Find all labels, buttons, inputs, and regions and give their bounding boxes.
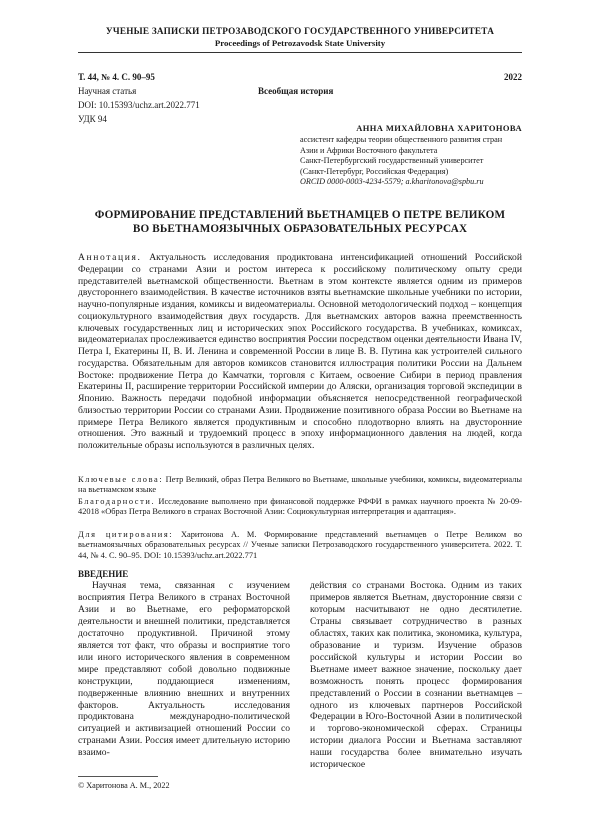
article-title xyxy=(60,209,540,236)
abstract-text: Актуальность исследования продиктована интенсификацией отношений Российской Федерации со странами Азии и ростом интереса к российскому политическому опыту среди представителей вьетнамской общественности. Вьетнам в этом контексте является одним из примеров двустороннего взаимодействия. В качестве источников взяты вьетнамские школьные учебники по истории, научно-популярные издания, комиксы и видеоматериалы. Основной методологический подход – концепция социокультурного взаимодействия двух государств. Для вьетнамских авторов важна преемственность ключевых государственных лиц и исторических эпох Российского государства. В учебниках, комиксах, видеоматериалах прослеживается единство восприятия России посредством оценки деятельности Ивана IV, Петра I, Екатерины II, В. И. Ленина и современной России в лице В. В. Путина как устроителей сильного государства. Обязательным для авторов комиксов становится иллюстрация политики России на Дальнем Востоке: продвижение Петра до Камчатки, торговля с Китаем, освоение Сибири в период правления Екатерины II, расширение территории Российской империи до Аляски, организация торговой экспедиции в Японию. Важность передачи подобной информации объясняется непосредственной географической близостью территории России со странами Азии. Продвижение позитивного образа России во Вьетнаме на примере Петра Великого является продуктивным и способно плодотворно влиять на двусторонние отношения. Это важный и трудоемкий процесс в эпоху информационного давления на людей, когда положительные образы используются в различных целях. xyxy=(78,252,522,451)
author-orcid: ORCID 0000-0003-4234-5579; a.kharitonova@spbu.ru xyxy=(300,177,484,187)
journal-title: УЧЕНЫЕ ЗАПИСКИ ПЕТРОЗАВОДСКОГО ГОСУДАРСТВЕННОГО УНИВЕРСИТЕТА xyxy=(105,26,495,36)
author-line: (Санкт-Петербург, Российская Федерация) xyxy=(300,166,449,176)
copyright: © Харитонова А. М., 2022 xyxy=(78,781,170,790)
citation-text: Харитонова А. М. Формирование представлений вьетнамцев о Петре Великом во вьетнамоязычных образовательных ресурсах // Ученые записки Петрозаводского государственного университета. 2022. Т. 44, № 4. С. 90–95. DOI: 10.15393/uchz.art.2022.771 xyxy=(78,530,523,560)
author-affiliation xyxy=(300,135,530,188)
doi: DOI: 10.15393/uchz.art.2022.771 xyxy=(78,100,200,110)
journal-title-en: Proceedings of Petrozavodsk State University xyxy=(214,38,386,48)
intro-heading: ВВЕДЕНИЕ xyxy=(78,569,129,579)
title-line-2: ВО ВЬЕТНАМОЯЗЫЧНЫХ ОБРАЗОВАТЕЛЬНЫХ РЕСУРСАХ xyxy=(132,222,468,235)
abstract xyxy=(78,252,522,452)
author-line: ассистент кафедры теории общественного развития стран xyxy=(300,135,503,144)
citation-label: Для цитирования: xyxy=(78,530,174,539)
year: 2022 xyxy=(504,72,522,82)
author-line: Санкт-Петербургский государственный университет xyxy=(300,156,484,166)
intro-column-left xyxy=(78,580,290,759)
author-line: Азии и Африки Восточного факультета xyxy=(300,145,438,155)
citation xyxy=(78,530,522,561)
header-rule xyxy=(78,52,522,53)
abstract-label: Аннотация. xyxy=(78,252,142,263)
intro-paragraph: Научная тема, связанная с изучением восприятия Петра Великого в странах Восточной Азии и во Вьетнаме, его реформаторской деятельности и внешней политики, представляется достаточно продуктивной. Причиной этому является тот факт, что образы и восприятие того или иного исторического явления в современном мире представляют собой довольно подвижные конструкции, поддающиеся изменениям, подверженные влиянию внешних и внутренних факторов. Актуальность исследования продиктована международно-политической ситуацией и активизацией отношений России со странами Азии. Россия имеет длительную историю взаимо- xyxy=(78,580,290,759)
keywords xyxy=(78,475,522,496)
article-type: Научная статья xyxy=(78,86,137,96)
intro-paragraph-continued: действия со странами Востока. Одним из таких примеров является Вьетнам, двусторонние связи с которым насчитывают не одно десятилетие. Страны связывает сотрудничество в разных областях, таких как политика, экономика, культура, образование и туризм. Изучение образов российской культуры и истории России во Вьетнаме имеет важное значение, поскольку дает возможность понять процесс формирования представлений о России в сознании вьетнамцев – одного из ключевых партнеров Российской Федерации в Юго-Восточной Азии в политической и торгово-экономической сферах. Страницы истории диалога России и Вьетнама заставляют наши государства более внимательно изучать историческое xyxy=(310,580,522,771)
intro-column-right xyxy=(310,580,522,771)
section-name: Всеобщая история xyxy=(258,86,334,96)
udk: УДК 94 xyxy=(78,114,107,124)
title-line-1: ФОРМИРОВАНИЕ ПРЕДСТАВЛЕНИЙ ВЬЕТНАМЦЕВ О ПЕТРЕ ВЕЛИКОМ xyxy=(94,209,506,221)
acknowledgements xyxy=(78,497,522,518)
thanks-label: Благодарности. xyxy=(78,497,156,506)
thanks-text: Исследование выполнено при финансовой поддержке РФФИ в рамках научного проекта № 20-09-42018 «Образ Петра Великого в странах Восточной Азии: Социокультурная интерпретация и адаптация». xyxy=(78,497,522,517)
footer-rule xyxy=(78,776,158,777)
keywords-text: Петр Великий, образ Петра Великого во Вьетнаме, школьные учебники, комиксы, видеоматериалы на вьетнамском языке xyxy=(78,475,522,495)
volume-info: Т. 44, № 4. С. 90–95 xyxy=(78,72,155,82)
keywords-label: Ключевые слова: xyxy=(78,475,164,484)
author-name: АННА МИХАЙЛОВНА ХАРИТОНОВА xyxy=(356,123,522,133)
